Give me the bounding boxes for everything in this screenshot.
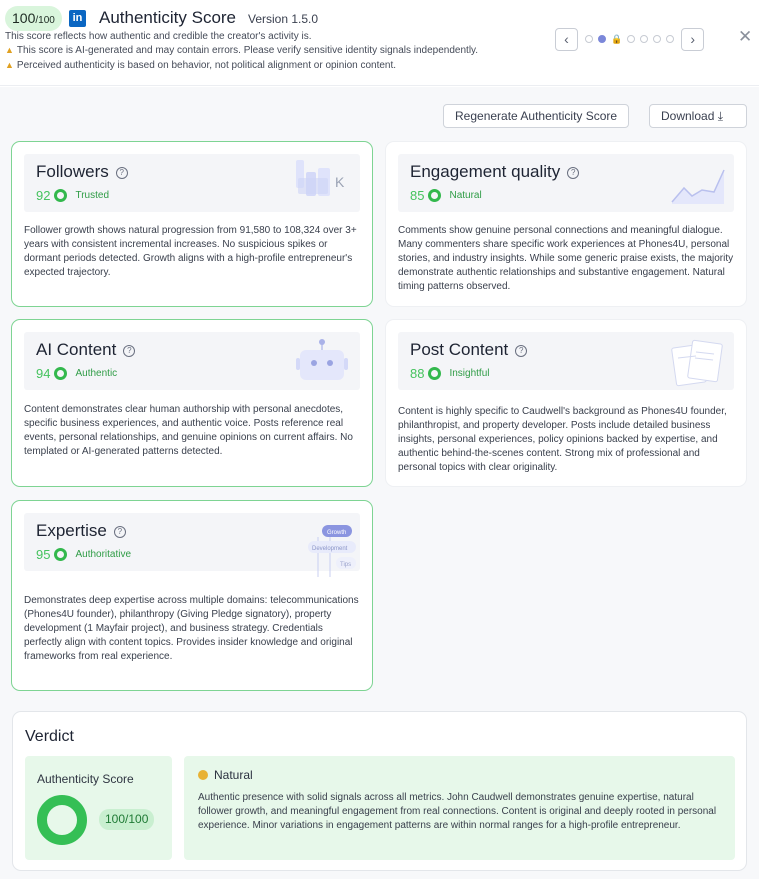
- score-ring-icon: [54, 189, 67, 202]
- post-content-label: Insightful: [449, 368, 490, 379]
- expertise-tags-icon: [294, 523, 360, 579]
- engagement-title: Engagement quality ?: [410, 162, 579, 182]
- ai-content-card: [11, 319, 373, 487]
- status-dot-icon: [198, 770, 208, 780]
- download-icon: ⤓: [717, 109, 724, 123]
- download-label: Download: [661, 109, 715, 123]
- version-label: Version 1.5.0: [248, 12, 319, 26]
- expertise-metric: [36, 547, 131, 562]
- description-text: This score reflects how authentic and credible the creator's activity is.: [5, 31, 312, 42]
- verdict-natural-title: Natural: [198, 768, 253, 782]
- ai-content-score: 94: [36, 366, 51, 381]
- score-ring-icon: [428, 189, 441, 202]
- score-ring-icon: [37, 795, 87, 845]
- ai-content-metric: [36, 366, 117, 381]
- followers-text: Follower growth shows natural progression from 91,580 to 108,324 over 3+ years with consistent incremental increases. No suspicious spikes or dormant periods detected. Growth aligns with a high-profile entrepreneur's expected trajectory.: [24, 225, 357, 278]
- followers-score: 92: [36, 188, 51, 203]
- followers-illus-letter: K: [335, 174, 345, 190]
- pager-dots: [585, 34, 674, 45]
- warning-icon: ▲: [5, 45, 14, 55]
- expertise-card: [11, 500, 373, 691]
- expertise-score: 95: [36, 547, 51, 562]
- engagement-card-header: [398, 154, 734, 212]
- followers-metric: [36, 188, 109, 203]
- verdict-title: Verdict: [25, 728, 74, 745]
- authenticity-score-label: Authenticity Score: [37, 772, 134, 786]
- robot-icon: [294, 338, 350, 386]
- score-ring-icon: [428, 367, 441, 380]
- followers-title: Followers ?: [36, 162, 128, 182]
- warning-text-1: This score is AI-generated and may contain errors. Please verify sensitive identity signals independently.: [16, 45, 479, 56]
- pager-dot[interactable]: [627, 35, 635, 43]
- next-button[interactable]: ›: [681, 28, 704, 51]
- pager: [555, 27, 704, 51]
- ai-content-text: Content demonstrates clear human authorship with personal anecdotes, specific business experiences, and authentic voice. Posts reference real events, personal relationships, and genuine opinions on current affairs. No templated or AI-generated patterns detected.: [24, 404, 353, 457]
- ai-content-label: Authentic: [75, 368, 118, 379]
- engagement-text: Comments show genuine personal connections and meaningful dialogue. Many commenters share specific work experiences at Phones4U, personal stories, and industry insights. While some generic praise exists, the majority demonstrate authentic relationships and substantive engagement. Natural timing patterns observed.: [398, 225, 734, 292]
- help-icon[interactable]: ?: [114, 526, 126, 538]
- verdict-summary-box: [184, 756, 735, 860]
- ai-content-card-header: [24, 332, 360, 390]
- expertise-card-header: [24, 513, 360, 571]
- score-ring-icon: [54, 367, 67, 380]
- authenticity-score-box: [25, 756, 172, 860]
- post-content-title: Post Content ?: [410, 340, 527, 360]
- engagement-label: Natural: [449, 190, 482, 201]
- verdict-summary-text: Authentic presence with solid signals across all metrics. John Caudwell demonstrates genuine expertise, natural follower growth, and meaningful engagement from real connections. Content is original and deeply rooted in personal experience. Minor variations in engagement patterns are within normal ranges for a high-profile entrepreneur.: [198, 792, 717, 831]
- close-icon[interactable]: ✕: [738, 27, 753, 46]
- linkedin-icon: in: [69, 10, 86, 27]
- header: [0, 0, 759, 86]
- help-icon[interactable]: ?: [515, 345, 527, 357]
- warning-line-2: [5, 60, 396, 71]
- post-content-text: Content is highly specific to Caudwell's background as Phones4U founder, philanthropist, and property developer. Posts include detailed business insights, personal experiences, policy opinions backed by expertise, and authentic behind-the-scenes content. Strong mix of professional and personal topics with clear originality.: [398, 406, 727, 473]
- lock-icon[interactable]: 🔒: [611, 33, 623, 44]
- download-button[interactable]: [649, 104, 747, 128]
- followers-card: [11, 141, 373, 307]
- score-pill-max: /100: [35, 15, 55, 26]
- verdict-section: [12, 711, 747, 871]
- followers-illustration-icon: [294, 160, 354, 206]
- regenerate-button[interactable]: Regenerate Authenticity Score: [443, 104, 629, 128]
- followers-label: Trusted: [75, 190, 109, 201]
- prev-button[interactable]: ‹: [555, 28, 578, 51]
- ai-content-title: AI Content ?: [36, 340, 135, 360]
- score-pill-value: 100: [12, 10, 36, 26]
- authenticity-score-value: 100/100: [99, 809, 154, 830]
- pager-dot[interactable]: [585, 35, 593, 43]
- pager-dot[interactable]: [666, 35, 674, 43]
- pager-dot[interactable]: [640, 35, 648, 43]
- document-icon: [670, 336, 726, 388]
- followers-card-header: [24, 154, 360, 212]
- post-content-metric: [410, 366, 490, 381]
- post-content-card-header: [398, 332, 734, 390]
- tag-development: Development: [312, 546, 348, 552]
- pager-dot-active[interactable]: [598, 35, 606, 43]
- warning-icon: ▲: [5, 60, 14, 70]
- expertise-text: Demonstrates deep expertise across multiple domains: telecommunications (Phones4U founder), philanthropy (Giving Pledge signatory), property development (1 Mayfair project), and business strategy. Credentials perfectly align with content topics. Provides insider knowledge and original frameworks from real experience.: [24, 595, 359, 662]
- tag-tips: Tips: [340, 562, 352, 568]
- help-icon[interactable]: ?: [116, 167, 128, 179]
- warning-line-1: [5, 45, 478, 56]
- engagement-card: [385, 141, 747, 307]
- post-content-card: [385, 319, 747, 487]
- tag-growth: Growth: [327, 530, 347, 536]
- score-pill: [5, 6, 62, 31]
- page-title: Authenticity Score: [99, 8, 237, 27]
- help-icon[interactable]: ?: [123, 345, 135, 357]
- expertise-title: Expertise ?: [36, 521, 126, 541]
- score-ring-icon: [54, 548, 67, 561]
- engagement-metric: [410, 188, 482, 203]
- engagement-score: 85: [410, 188, 425, 203]
- post-content-score: 88: [410, 366, 425, 381]
- expertise-label: Authoritative: [75, 549, 132, 560]
- warning-text-2: Perceived authenticity is based on behavior, not political alignment or opinion content.: [16, 60, 397, 71]
- pager-dot[interactable]: [653, 35, 661, 43]
- engagement-chart-icon: [670, 158, 726, 206]
- help-icon[interactable]: ?: [567, 167, 579, 179]
